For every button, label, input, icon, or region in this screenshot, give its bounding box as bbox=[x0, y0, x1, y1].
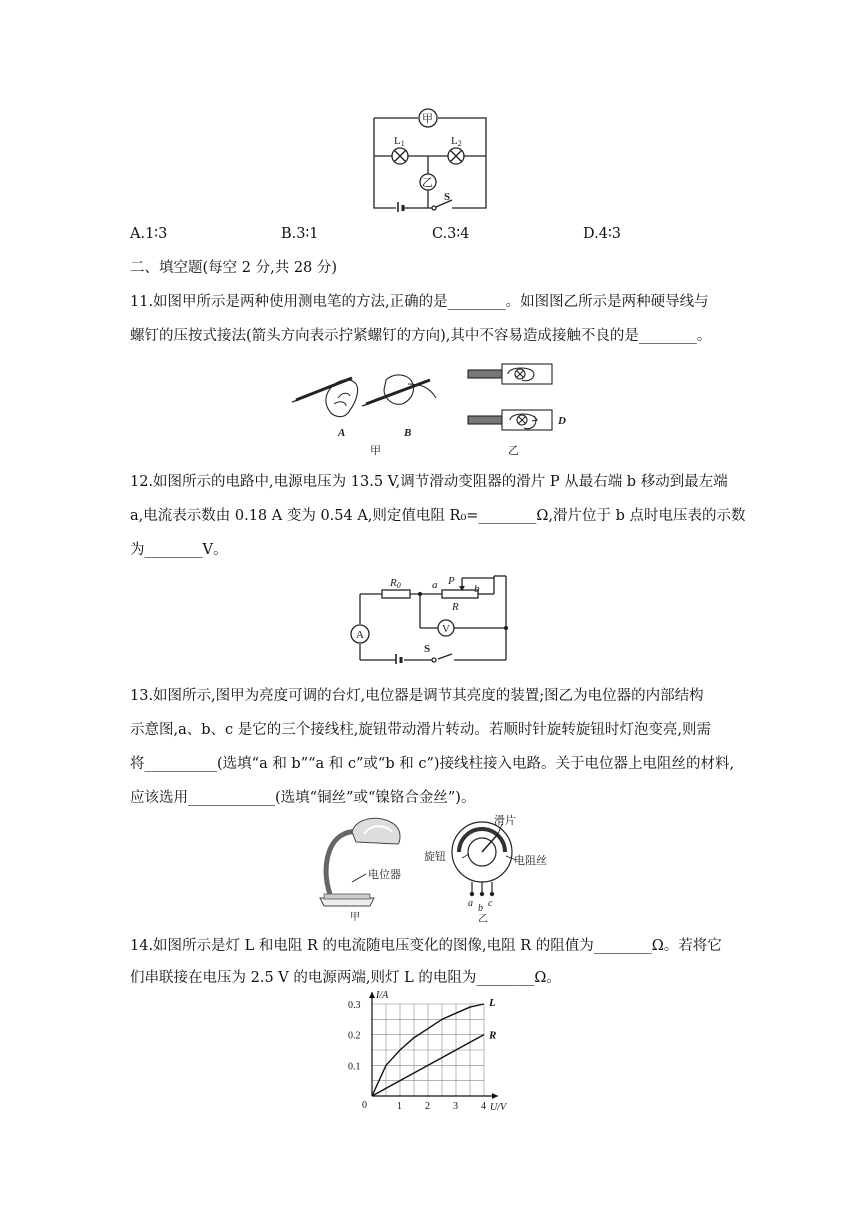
terminal-a-label: a bbox=[468, 898, 473, 909]
rheostat-r-label: R bbox=[452, 601, 459, 613]
slider-label: 滑片 bbox=[494, 815, 516, 827]
y-tick-label: 0.1 bbox=[348, 1061, 361, 1073]
y-axis-label: I/A bbox=[376, 990, 389, 1001]
point-a-label: a bbox=[432, 579, 438, 591]
q13-line4: 应该选用____________(选填“铜丝”或“镍铬合金丝”)。 bbox=[130, 790, 476, 806]
q13-line3: 将__________(选填“a 和 b”“a 和 c”或“b 和 c”)接线柱接入电路。关于电位器上电阻丝的材料, bbox=[130, 756, 735, 772]
r0-label: R bbox=[390, 577, 397, 589]
q13-line1: 13.如图所示,图甲为亮度可调的台灯,电位器是调节其亮度的装置;图乙为电位器的内部结构 bbox=[130, 688, 704, 704]
desk-lamp-illustration bbox=[320, 818, 400, 906]
point-b-label: b bbox=[474, 583, 480, 595]
meter-yi-label: 乙 bbox=[422, 177, 433, 189]
label-b: B bbox=[404, 427, 412, 439]
q12-line2: a,电流表示数由 0.18 A 变为 0.54 A,则定值电阻 R₀=________Ω,滑片位于 b 点时电压表的示数 bbox=[130, 508, 746, 524]
series-label-L: L bbox=[489, 997, 496, 1009]
option-b: B.3∶1 bbox=[281, 226, 319, 242]
voltmeter-label: V bbox=[442, 623, 450, 635]
terminal-c-label: c bbox=[488, 898, 493, 909]
option-c: C.3∶4 bbox=[432, 226, 470, 242]
x-axis-arrow bbox=[492, 1093, 498, 1099]
potentiometer-diagram bbox=[452, 822, 516, 896]
section-title: 二、填空题(每空 2 分,共 28 分) bbox=[130, 260, 338, 276]
y-tick-label: 0.3 bbox=[348, 1000, 361, 1011]
q12-circuit-figure bbox=[348, 572, 514, 664]
iu-chart bbox=[340, 990, 520, 1114]
label-a: A bbox=[338, 427, 346, 439]
meter-jia-label: 甲 bbox=[422, 113, 433, 125]
terminal-b-label: b bbox=[478, 903, 483, 914]
switch-s-label: S bbox=[424, 643, 431, 655]
caption-yi: 乙 bbox=[508, 445, 519, 456]
lamp2-sub: 2 bbox=[457, 139, 462, 148]
q11-line1: 11.如图甲所示是两种使用测电笔的方法,正确的是________。如图图乙所示是两种硬导线与 bbox=[130, 294, 709, 310]
q14-line1: 14.如图所示是灯 L 和电阻 R 的电流随电压变化的图像,电阻 R 的阻值为________Ω。若将它 bbox=[130, 938, 722, 954]
q14-line2: 们串联接在电压为 2.5 V 的电源两端,则灯 L 的电阻为________Ω。 bbox=[130, 970, 561, 986]
x-tick-label: 2 bbox=[425, 1101, 430, 1112]
origin-label: 0 bbox=[362, 1100, 367, 1111]
x-axis-label: U/V bbox=[490, 1102, 507, 1113]
r0-sub: 0 bbox=[396, 581, 401, 590]
x-tick-label: 4 bbox=[481, 1101, 486, 1112]
hand-b-illustration bbox=[362, 375, 436, 406]
lamp1-sub: 1 bbox=[400, 139, 405, 148]
y-tick-label: 0.2 bbox=[348, 1030, 361, 1042]
q11-figure bbox=[290, 358, 580, 456]
q13-line2: 示意图,a、b、c 是它的三个接线柱,旋钮带动滑片转动。若顺时针旋转旋钮时灯泡变亮,则需 bbox=[130, 722, 711, 738]
x-tick-label: 3 bbox=[453, 1101, 458, 1112]
lamp1-label: L bbox=[394, 135, 401, 147]
svg-text:R0 bbox=[389, 577, 401, 590]
x-tick-label: 1 bbox=[397, 1101, 402, 1112]
q13-figure bbox=[312, 812, 552, 922]
svg-text:L1 bbox=[394, 135, 405, 148]
hand-a-illustration bbox=[292, 378, 358, 417]
svg-text:L2 bbox=[451, 135, 462, 148]
caption-yi-13: 乙 bbox=[478, 914, 488, 922]
q12-line1: 12.如图所示的电路中,电源电压为 13.5 V,调节滑动变阻器的滑片 P 从最右端 b 移动到最左端 bbox=[130, 474, 728, 490]
option-d: D.4∶3 bbox=[583, 226, 621, 242]
y-axis-arrow bbox=[369, 992, 375, 998]
caption-jia: 甲 bbox=[370, 445, 381, 456]
series-label-R: R bbox=[489, 1029, 497, 1042]
caption-jia-13: 甲 bbox=[350, 912, 360, 922]
potentiometer-label: 电位器 bbox=[368, 869, 401, 881]
screw-wire-d-illustration bbox=[468, 410, 552, 430]
slider-p-label: P bbox=[448, 575, 455, 587]
q10-circuit-figure bbox=[360, 104, 500, 212]
switch-label: S bbox=[444, 191, 451, 203]
label-d: D bbox=[558, 415, 566, 427]
screw-wire-c-illustration bbox=[468, 364, 552, 384]
q11-line2: 螺钉的压按式接法(箭头方向表示拧紧螺钉的方向),其中不容易造成接触不良的是________。 bbox=[130, 328, 712, 344]
resistance-wire-label: 电阻丝 bbox=[514, 855, 547, 867]
option-a: A.1∶3 bbox=[130, 226, 168, 242]
q12-line3: 为________V。 bbox=[130, 542, 228, 558]
lamp2-label: L bbox=[451, 135, 458, 147]
knob-label: 旋钮 bbox=[424, 851, 446, 863]
ammeter-label: A bbox=[356, 629, 364, 641]
